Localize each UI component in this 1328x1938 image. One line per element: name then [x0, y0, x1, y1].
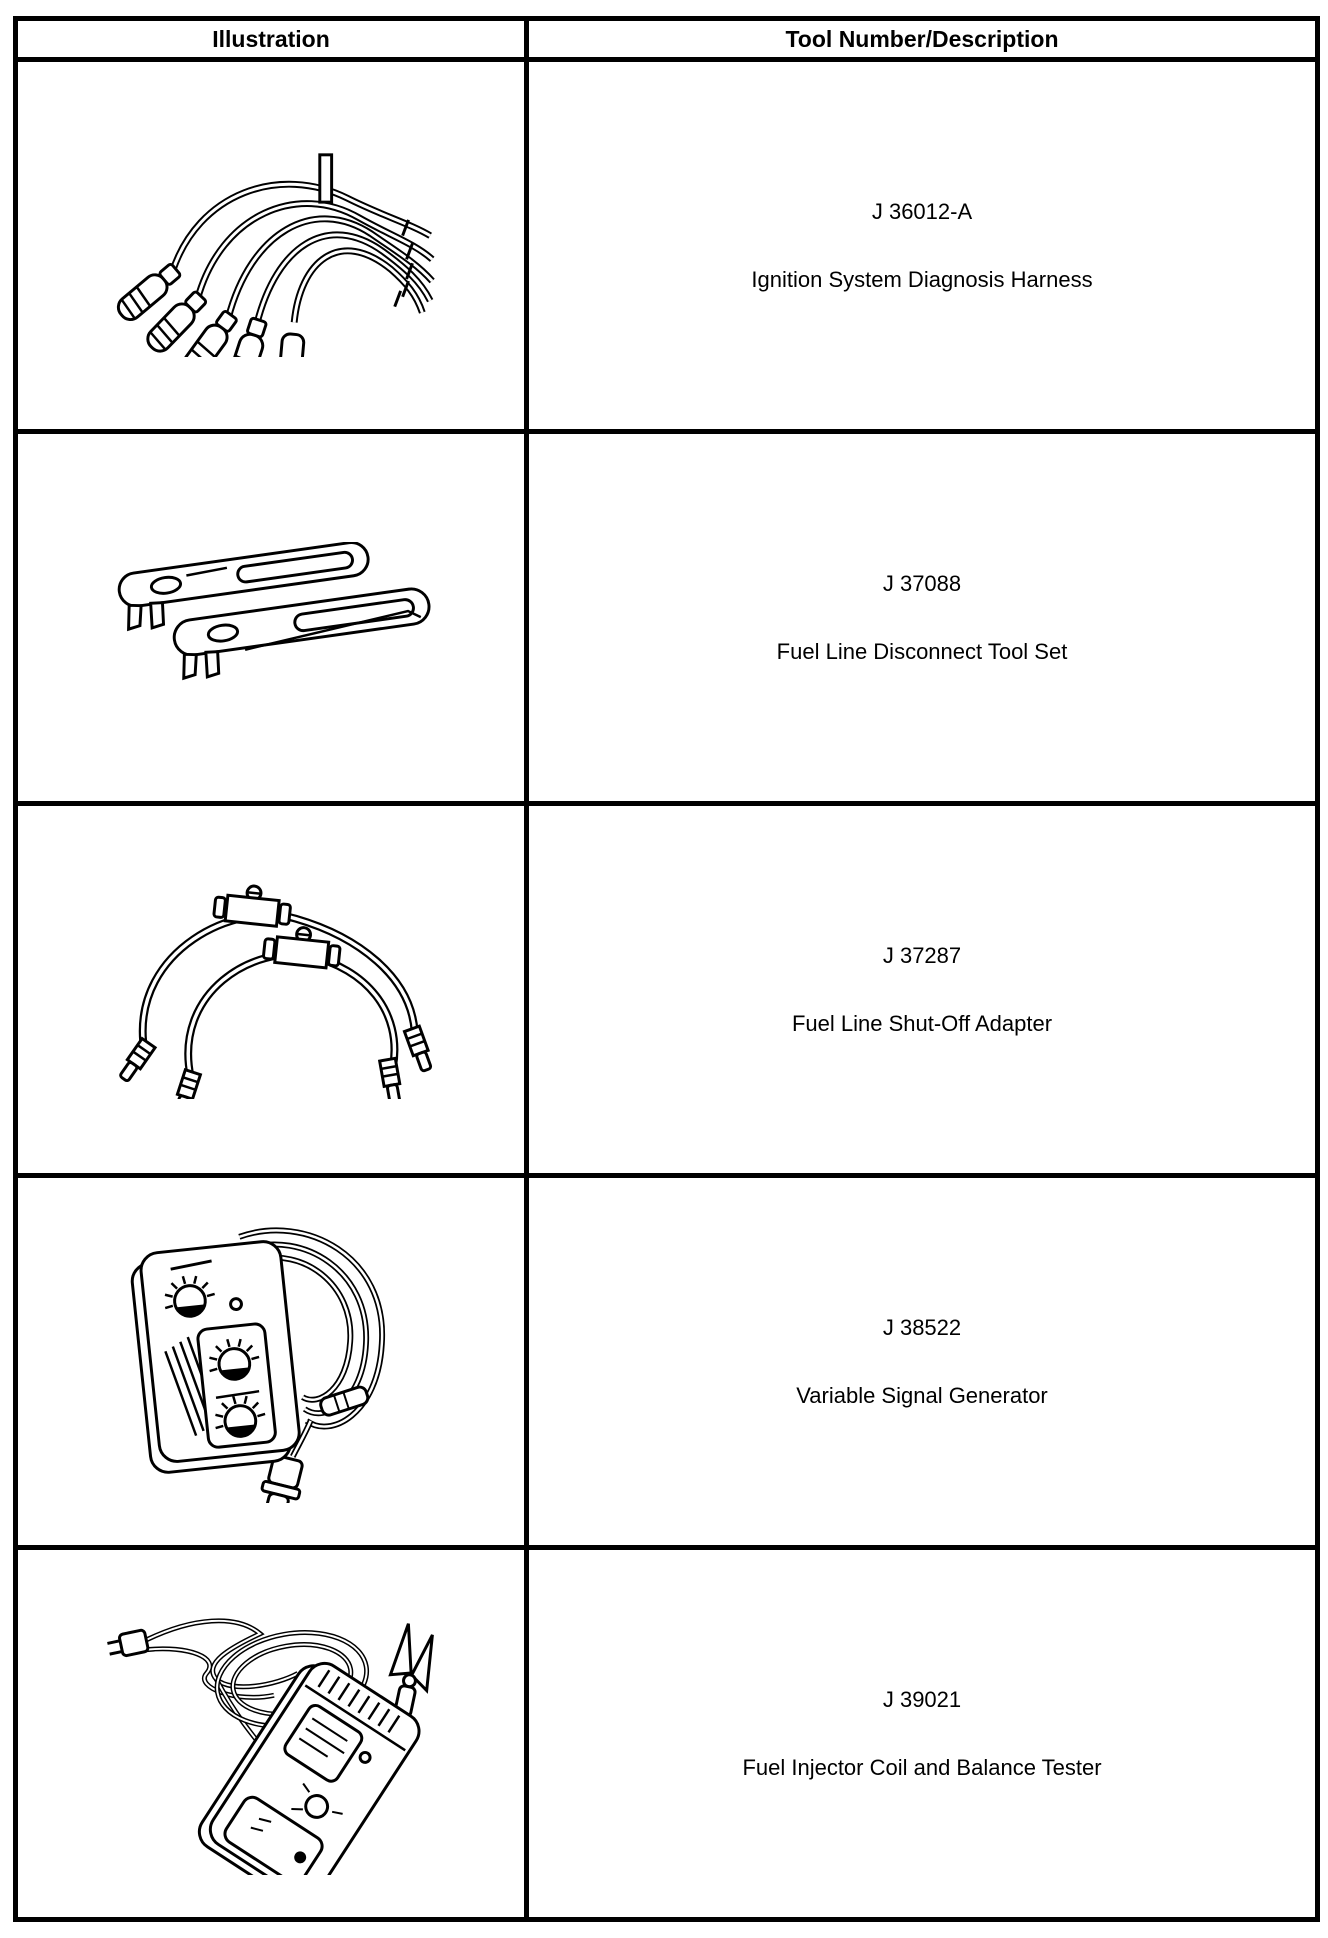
description-cell: [527, 1176, 1318, 1548]
injector-tester-illustration: [18, 1592, 524, 1875]
ignition-harness-drawing: [99, 135, 444, 357]
illustration-cell: [16, 804, 527, 1176]
injector-tester-drawing: [84, 1592, 459, 1875]
tool-description-text: Fuel Line Shut-Off Adapter: [791, 1010, 1053, 1036]
illustration-cell: [16, 432, 527, 804]
tool-number-text: J 39021: [882, 1686, 962, 1712]
description-cell: [527, 804, 1318, 1176]
header-row: [16, 19, 1318, 60]
description-cell: [527, 432, 1318, 804]
illustration-cell: [16, 1176, 527, 1548]
disconnect-tool-set-illustration: [18, 542, 524, 694]
signal-generator-illustration: [18, 1221, 524, 1503]
ignition-harness-illustration: [18, 135, 524, 357]
special-tools-table: [13, 16, 1320, 1922]
description-cell: [527, 1548, 1318, 1920]
tool-description-text: Variable Signal Generator: [796, 1382, 1048, 1408]
shut-off-adapter-drawing: [106, 881, 436, 1099]
illustration-cell: [16, 60, 527, 432]
tool-description-text: Fuel Line Disconnect Tool Set: [776, 638, 1068, 664]
table-row: [16, 60, 1318, 432]
description-cell: [527, 60, 1318, 432]
tool-number-text: J 37287: [882, 942, 962, 968]
table-row: [16, 1176, 1318, 1548]
tool-number-text: J 37088: [882, 570, 962, 596]
tool-number-text: J 36012-A: [871, 198, 973, 224]
illustration-cell: [16, 1548, 527, 1920]
table-row: [16, 432, 1318, 804]
column-header-tool-number-description: Tool Number/Description: [527, 19, 1318, 60]
signal-generator-drawing: [121, 1221, 421, 1503]
tool-description-text: Fuel Injector Coil and Balance Tester: [742, 1754, 1102, 1780]
tool-description-text: Ignition System Diagnosis Harness: [751, 266, 1093, 292]
shut-off-adapter-illustration: [18, 881, 524, 1099]
table-row: [16, 1548, 1318, 1920]
column-header-illustration: Illustration: [16, 19, 527, 60]
tool-number-text: J 38522: [882, 1314, 962, 1340]
disconnect-tool-set-drawing: [106, 542, 436, 694]
table-row: [16, 804, 1318, 1176]
